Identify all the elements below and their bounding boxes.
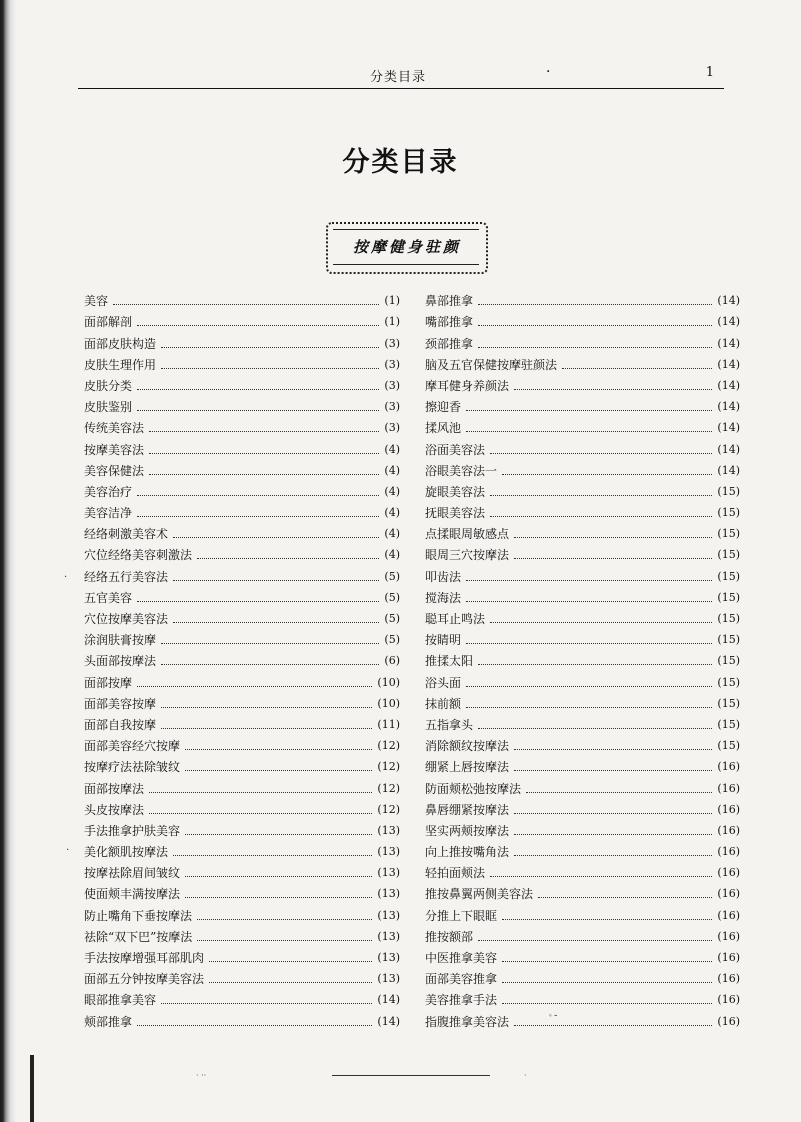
toc-entry-page: (12) xyxy=(377,802,400,816)
toc-entry-title: 眼部推拿美容 xyxy=(84,993,157,1008)
dot-leader xyxy=(137,516,379,517)
toc-entry-title: 面部自我按摩 xyxy=(84,717,157,732)
toc-entry-page: (5) xyxy=(384,569,400,583)
toc-entry-page: (15) xyxy=(717,696,740,710)
toc-entry xyxy=(425,647,740,668)
dot-leader xyxy=(161,643,379,644)
toc-entry-title: 抹前额 xyxy=(425,696,462,711)
toc-entry-title: 浴眼美容法一 xyxy=(425,463,498,478)
toc-entry xyxy=(425,901,740,922)
toc-entry-title: 皮肤生理作用 xyxy=(84,357,157,372)
toc-entry xyxy=(84,944,400,965)
toc-entry-page: (10) xyxy=(377,675,400,689)
toc-entry-title: 嘴部推拿 xyxy=(425,315,474,330)
toc-entry-page: (12) xyxy=(377,739,400,753)
dot-leader xyxy=(478,347,712,348)
dot-leader xyxy=(197,919,372,920)
toc-entry-page: (12) xyxy=(377,781,400,795)
toc-entry-page: (3) xyxy=(384,378,400,392)
dot-leader xyxy=(502,474,712,475)
dot-leader xyxy=(514,558,712,559)
toc-entry-title: 面部美容按摩 xyxy=(84,696,157,711)
dot-leader xyxy=(466,431,712,432)
toc-entry-page: (14) xyxy=(717,463,740,477)
toc-entry-title: 分推上下眼眶 xyxy=(425,908,498,923)
toc-entry xyxy=(84,859,400,880)
toc-entry-page: (13) xyxy=(377,951,400,964)
toc-entry-title: 美化额肌按摩法 xyxy=(84,845,169,860)
toc-entry xyxy=(84,372,400,393)
running-head-title: 分类目录 xyxy=(370,70,427,85)
dot-leader xyxy=(185,749,372,750)
toc-entry-title: 点揉眼周敏感点 xyxy=(425,527,510,542)
section-title: 按摩健身驻颜 xyxy=(352,238,461,256)
toc-entry-page: (16) xyxy=(717,781,740,795)
toc-entry-page: (4) xyxy=(384,463,400,477)
toc-entry-title: 轻拍面颊法 xyxy=(425,866,486,881)
dot-leader xyxy=(137,389,379,390)
toc-entry-title: 美容推拿手法 xyxy=(425,993,498,1008)
toc-entry xyxy=(84,901,400,922)
toc-entry-title: 鼻唇绷紧按摩法 xyxy=(425,802,510,817)
toc-entry-title: 传统美容法 xyxy=(84,421,145,436)
dot-leader xyxy=(149,474,379,475)
toc-entry xyxy=(425,1007,740,1028)
toc-entry-title: 面部皮肤构造 xyxy=(84,336,157,351)
dot-leader xyxy=(466,601,712,602)
toc-entry-title: 防面颊松弛按摩法 xyxy=(425,781,522,796)
toc-entry-page: (15) xyxy=(717,612,740,625)
page-title: 分类目录 xyxy=(342,147,459,178)
toc-entry-title: 浴面美容法 xyxy=(425,442,486,457)
dot-leader xyxy=(149,453,379,454)
page-number: 1 xyxy=(705,65,714,80)
dot-leader xyxy=(466,686,712,687)
toc-entry-page: (16) xyxy=(717,929,740,943)
toc-column-left xyxy=(84,287,400,1029)
toc-entry-title: 面部五分钟按摩美容法 xyxy=(84,972,205,987)
dot-leader xyxy=(514,749,712,750)
dot-leader xyxy=(161,728,372,729)
toc-entry-page: (14) xyxy=(377,1014,400,1028)
dot-leader xyxy=(478,728,712,729)
toc-entry-page: (12) xyxy=(377,760,400,774)
toc-entry-page: (3) xyxy=(384,400,400,414)
print-artifact: · ·· xyxy=(196,1071,207,1080)
toc-column-right xyxy=(425,287,740,1029)
toc-entry-page: (3) xyxy=(384,357,400,371)
toc-entry-title: 绷紧上唇按摩法 xyxy=(425,760,510,775)
toc-entry-page: (13) xyxy=(377,845,400,859)
dot-leader xyxy=(478,664,712,665)
toc-entry-page: (15) xyxy=(717,739,740,753)
toc-entry-title: 手法按摩增强耳部肌肉 xyxy=(84,951,205,965)
toc-entry xyxy=(84,308,400,329)
toc-entry-page: (5) xyxy=(384,590,400,604)
dot-leader xyxy=(173,622,379,623)
toc-entry-page: (16) xyxy=(717,951,740,964)
toc-entry-title: 防止嘴角下垂按摩法 xyxy=(84,908,193,923)
toc-entry xyxy=(425,774,740,795)
toc-entry-page: (5) xyxy=(384,633,400,647)
toc-entry xyxy=(425,329,740,350)
toc-entry xyxy=(425,584,740,605)
print-artifact: ﾟ¯ xyxy=(549,1015,559,1025)
toc-entry xyxy=(84,351,400,372)
dot-leader xyxy=(185,770,372,771)
toc-entry-title: 颊部推拿 xyxy=(84,1014,133,1029)
toc-entry-page: (16) xyxy=(717,760,740,774)
toc-entry-page: (6) xyxy=(384,654,400,668)
toc-entry xyxy=(84,838,400,859)
toc-entry xyxy=(425,457,740,478)
toc-entry-page: (13) xyxy=(377,823,400,837)
toc-entry-title: 聪耳止鸣法 xyxy=(425,612,486,626)
toc-entry xyxy=(425,308,740,329)
toc-entry-title: 抚眼美容法 xyxy=(425,506,486,521)
toc-entry xyxy=(425,690,740,711)
toc-entry-page: (1) xyxy=(384,315,400,329)
toc-entry xyxy=(425,923,740,944)
toc-entry xyxy=(84,584,400,605)
toc-entry-title: 颈部推拿 xyxy=(425,336,474,351)
dot-leader xyxy=(514,855,712,856)
toc-entry xyxy=(84,329,400,350)
toc-entry xyxy=(84,1007,400,1028)
toc-entry-title: 推按鼻翼两侧美容法 xyxy=(425,887,534,902)
dot-leader xyxy=(514,537,712,538)
toc-entry-title: 揉风池 xyxy=(425,421,462,436)
toc-entry-title: 涂润肤膏按摩 xyxy=(84,633,157,648)
dot-leader xyxy=(478,325,712,326)
dot-leader xyxy=(161,368,379,369)
toc-entry-title: 按摩祛除眉间皱纹 xyxy=(84,866,181,881)
dot-leader xyxy=(478,304,712,305)
toc-entry xyxy=(84,520,400,541)
toc-entry-page: (13) xyxy=(377,929,400,943)
toc-entry xyxy=(425,605,740,626)
toc-entry-title: 鼻部推拿 xyxy=(425,294,474,309)
toc-entry xyxy=(84,774,400,795)
toc-entry-page: (15) xyxy=(717,633,740,647)
toc-entry-title: 使面颊丰满按摩法 xyxy=(84,887,181,902)
toc-entry-title: 面部美容推拿 xyxy=(425,972,498,987)
toc-entry-title: 头面部按摩法 xyxy=(84,654,157,669)
toc-entry xyxy=(425,859,740,880)
toc-entry-page: (4) xyxy=(384,527,400,541)
toc-entry-page: (16) xyxy=(717,993,740,1007)
toc-entry-page: (16) xyxy=(717,802,740,816)
toc-entry-title: 皮肤分类 xyxy=(84,378,133,393)
toc-entry-title: 搅海法 xyxy=(425,590,462,605)
toc-entry-page: (16) xyxy=(717,845,740,859)
dot-leader xyxy=(185,897,372,898)
toc-entry-title: 推揉太阳 xyxy=(425,654,474,669)
toc-entry xyxy=(84,435,400,456)
toc-entry xyxy=(425,944,740,965)
dot-leader xyxy=(137,1025,372,1026)
dot-leader xyxy=(490,516,712,517)
toc-entry-page: (16) xyxy=(717,866,740,880)
dot-leader xyxy=(514,389,712,390)
toc-entry-title: 按睛明 xyxy=(425,633,462,648)
dot-leader xyxy=(490,495,712,496)
toc-entry xyxy=(84,541,400,562)
dot-leader xyxy=(209,982,372,983)
toc-entry-page: (14) xyxy=(717,421,740,435)
toc-entry-title: 浴头面 xyxy=(425,675,462,690)
toc-entry-title: 坚实两颊按摩法 xyxy=(425,823,510,838)
dot-leader xyxy=(514,834,712,835)
toc-entry xyxy=(425,732,740,753)
toc-entry-title: 皮肤鉴别 xyxy=(84,400,133,415)
dot-leader xyxy=(137,325,379,326)
toc-entry xyxy=(84,817,400,838)
toc-entry-page: (4) xyxy=(384,506,400,520)
dot-leader xyxy=(478,940,712,941)
toc-entry-page: (4) xyxy=(384,484,400,498)
toc-entry-page: (13) xyxy=(377,908,400,922)
toc-entry-page: (4) xyxy=(384,442,400,456)
toc-entry-title: 消除额纹按摩法 xyxy=(425,739,510,754)
toc-entry xyxy=(425,393,740,414)
dot-leader xyxy=(490,453,712,454)
dot-leader xyxy=(161,1003,372,1004)
toc-entry xyxy=(425,435,740,456)
toc-entry xyxy=(84,287,400,308)
dot-leader xyxy=(137,495,379,496)
binding-mark xyxy=(30,1055,34,1122)
toc-entry xyxy=(425,562,740,583)
toc-entry-title: 面部按摩法 xyxy=(84,781,145,796)
toc-entry-title: 摩耳健身养颜法 xyxy=(425,378,510,393)
dot-leader xyxy=(173,537,379,538)
toc-entry-title: 头皮按摩法 xyxy=(84,802,145,817)
toc-entry xyxy=(84,562,400,583)
dot-leader xyxy=(514,813,712,814)
toc-entry-page: (15) xyxy=(717,654,740,668)
dot-leader xyxy=(173,855,372,856)
toc-entry-title: 面部按摩 xyxy=(84,675,133,690)
dot-leader xyxy=(149,792,372,793)
toc-entry xyxy=(425,626,740,647)
toc-entry-page: (15) xyxy=(717,590,740,604)
toc-entry-page: (14) xyxy=(717,294,740,308)
toc-entry xyxy=(425,753,740,774)
toc-entry-page: (15) xyxy=(717,717,740,731)
toc-entry-title: 脑及五官保健按摩驻颜法 xyxy=(425,357,558,372)
toc-entry xyxy=(425,986,740,1007)
toc-entry xyxy=(425,499,740,520)
toc-entry xyxy=(425,965,740,986)
toc-entry-title: 按摩美容法 xyxy=(84,442,145,457)
toc-entry xyxy=(84,965,400,986)
margin-speck: · xyxy=(66,845,70,856)
toc-entry-page: (15) xyxy=(717,548,740,562)
toc-entry xyxy=(425,351,740,372)
toc-entry xyxy=(425,880,740,901)
toc-entry xyxy=(425,838,740,859)
dot-leader xyxy=(502,961,712,962)
dot-leader xyxy=(137,601,379,602)
toc-entry-title: 美容保健法 xyxy=(84,463,145,478)
dot-leader xyxy=(514,1025,712,1026)
dot-leader xyxy=(137,686,372,687)
toc-entry-page: (16) xyxy=(717,908,740,922)
toc-entry-title: 美容 xyxy=(84,294,109,309)
dot-leader xyxy=(466,643,712,644)
toc-entry xyxy=(425,817,740,838)
toc-entry xyxy=(84,711,400,732)
toc-entry-page: (14) xyxy=(717,442,740,456)
toc-entry-page: (13) xyxy=(377,972,400,986)
print-artifact: · xyxy=(524,1071,527,1080)
dot-leader xyxy=(113,304,379,305)
dot-leader xyxy=(161,664,379,665)
dot-leader xyxy=(502,1003,712,1004)
toc-entry-page: (16) xyxy=(717,887,740,901)
toc-entry-page: (15) xyxy=(717,484,740,498)
dot-leader xyxy=(161,347,379,348)
toc-entry-title: 向上推按嘴角法 xyxy=(425,845,510,860)
toc-entry-page: (13) xyxy=(377,866,400,880)
toc-entry-title: 指腹推拿美容法 xyxy=(425,1014,510,1029)
toc-entry-page: (15) xyxy=(717,506,740,520)
toc-entry-title: 祛除“双下巴”按摩法 xyxy=(84,929,193,944)
dot-leader xyxy=(490,876,712,877)
dot-leader xyxy=(149,431,379,432)
toc-entry-title: 中医推拿美容 xyxy=(425,951,498,965)
toc-entry-title: 美容洁净 xyxy=(84,506,133,521)
dot-leader xyxy=(185,876,372,877)
toc-entry-page: (3) xyxy=(384,421,400,435)
toc-entry-page: (14) xyxy=(717,400,740,414)
toc-entry xyxy=(425,796,740,817)
dot-leader xyxy=(466,707,712,708)
toc-entry-page: (16) xyxy=(717,972,740,986)
toc-entry-page: (14) xyxy=(717,315,740,329)
toc-entry xyxy=(425,478,740,499)
toc-entry-title: 推按额部 xyxy=(425,929,474,944)
dot-leader xyxy=(185,834,372,835)
toc-entry xyxy=(425,711,740,732)
running-head-dot: · xyxy=(546,64,551,80)
running-head xyxy=(78,62,724,89)
toc-entry-title: 擦迎香 xyxy=(425,400,462,415)
dot-leader xyxy=(137,410,379,411)
toc-entry xyxy=(84,457,400,478)
toc-entry-title: 面部解剖 xyxy=(84,315,133,330)
toc-entry-title: 叩齿法 xyxy=(425,569,462,584)
toc-entry xyxy=(84,647,400,668)
toc-entry-page: (5) xyxy=(384,612,400,625)
toc-entry xyxy=(84,923,400,944)
toc-entry xyxy=(84,668,400,689)
toc-entry xyxy=(84,753,400,774)
toc-entry xyxy=(84,414,400,435)
dot-leader xyxy=(466,410,712,411)
dot-leader xyxy=(562,368,712,369)
toc-entry xyxy=(84,986,400,1007)
toc-entry xyxy=(84,796,400,817)
toc-entry-page: (16) xyxy=(717,1014,740,1028)
dot-leader xyxy=(161,707,372,708)
toc-entry-page: (14) xyxy=(377,993,400,1007)
toc-entry-title: 穴位经络美容刺激法 xyxy=(84,548,193,563)
toc-entry-title: 按摩疗法祛除皱纹 xyxy=(84,760,181,775)
toc-entry xyxy=(425,287,740,308)
toc-entry-title: 五指拿头 xyxy=(425,717,474,732)
dot-leader xyxy=(197,558,379,559)
toc-entry xyxy=(84,605,400,626)
dot-leader xyxy=(526,792,712,793)
toc-entry-page: (11) xyxy=(377,717,400,731)
toc-entry xyxy=(425,372,740,393)
margin-speck: · xyxy=(64,572,68,583)
toc-entry-title: 经络刺激美容术 xyxy=(84,527,169,542)
toc-entry xyxy=(425,541,740,562)
toc-entry-title: 穴位按摩美容法 xyxy=(84,612,169,626)
toc-entry-page: (13) xyxy=(377,887,400,901)
toc-entry-title: 手法推拿护肤美容 xyxy=(84,823,181,838)
toc-entry-title: 面部美容经穴按摩 xyxy=(84,739,181,754)
toc-entry xyxy=(84,732,400,753)
bottom-rule xyxy=(332,1075,490,1076)
dot-leader xyxy=(502,919,712,920)
dot-leader xyxy=(466,580,712,581)
toc-entry-page: (4) xyxy=(384,548,400,562)
toc-entry-title: 旋眼美容法 xyxy=(425,484,486,499)
section-heading-box xyxy=(326,222,488,274)
toc-entry xyxy=(425,520,740,541)
toc-entry-page: (10) xyxy=(377,696,400,710)
dot-leader xyxy=(502,982,712,983)
toc-entry-title: 五官美容 xyxy=(84,590,133,605)
toc-entry-title: 眼周三穴按摩法 xyxy=(425,548,510,563)
toc-entry-title: 经络五行美容法 xyxy=(84,569,169,584)
toc-entry-page: (3) xyxy=(384,336,400,350)
toc-entry-page: (15) xyxy=(717,569,740,583)
toc-entry-page: (15) xyxy=(717,527,740,541)
toc-entry xyxy=(84,626,400,647)
toc-entry xyxy=(84,478,400,499)
toc-entry-page: (16) xyxy=(717,823,740,837)
dot-leader xyxy=(209,961,372,962)
toc-entry xyxy=(425,414,740,435)
toc-entry-page: (14) xyxy=(717,357,740,371)
toc-entry-page: (14) xyxy=(717,378,740,392)
toc-entry-page: (14) xyxy=(717,336,740,350)
toc-entry xyxy=(84,690,400,711)
dot-leader xyxy=(197,940,372,941)
dot-leader xyxy=(149,813,372,814)
dot-leader xyxy=(490,622,712,623)
toc-entry xyxy=(84,880,400,901)
dot-leader xyxy=(514,770,712,771)
toc-entry xyxy=(84,499,400,520)
toc-entry-title: 美容治疗 xyxy=(84,484,133,499)
dot-leader xyxy=(173,580,379,581)
toc-entry-page: (1) xyxy=(384,294,400,308)
toc-entry-page: (15) xyxy=(717,675,740,689)
dot-leader xyxy=(538,897,712,898)
toc-entry xyxy=(84,393,400,414)
toc-entry xyxy=(425,668,740,689)
